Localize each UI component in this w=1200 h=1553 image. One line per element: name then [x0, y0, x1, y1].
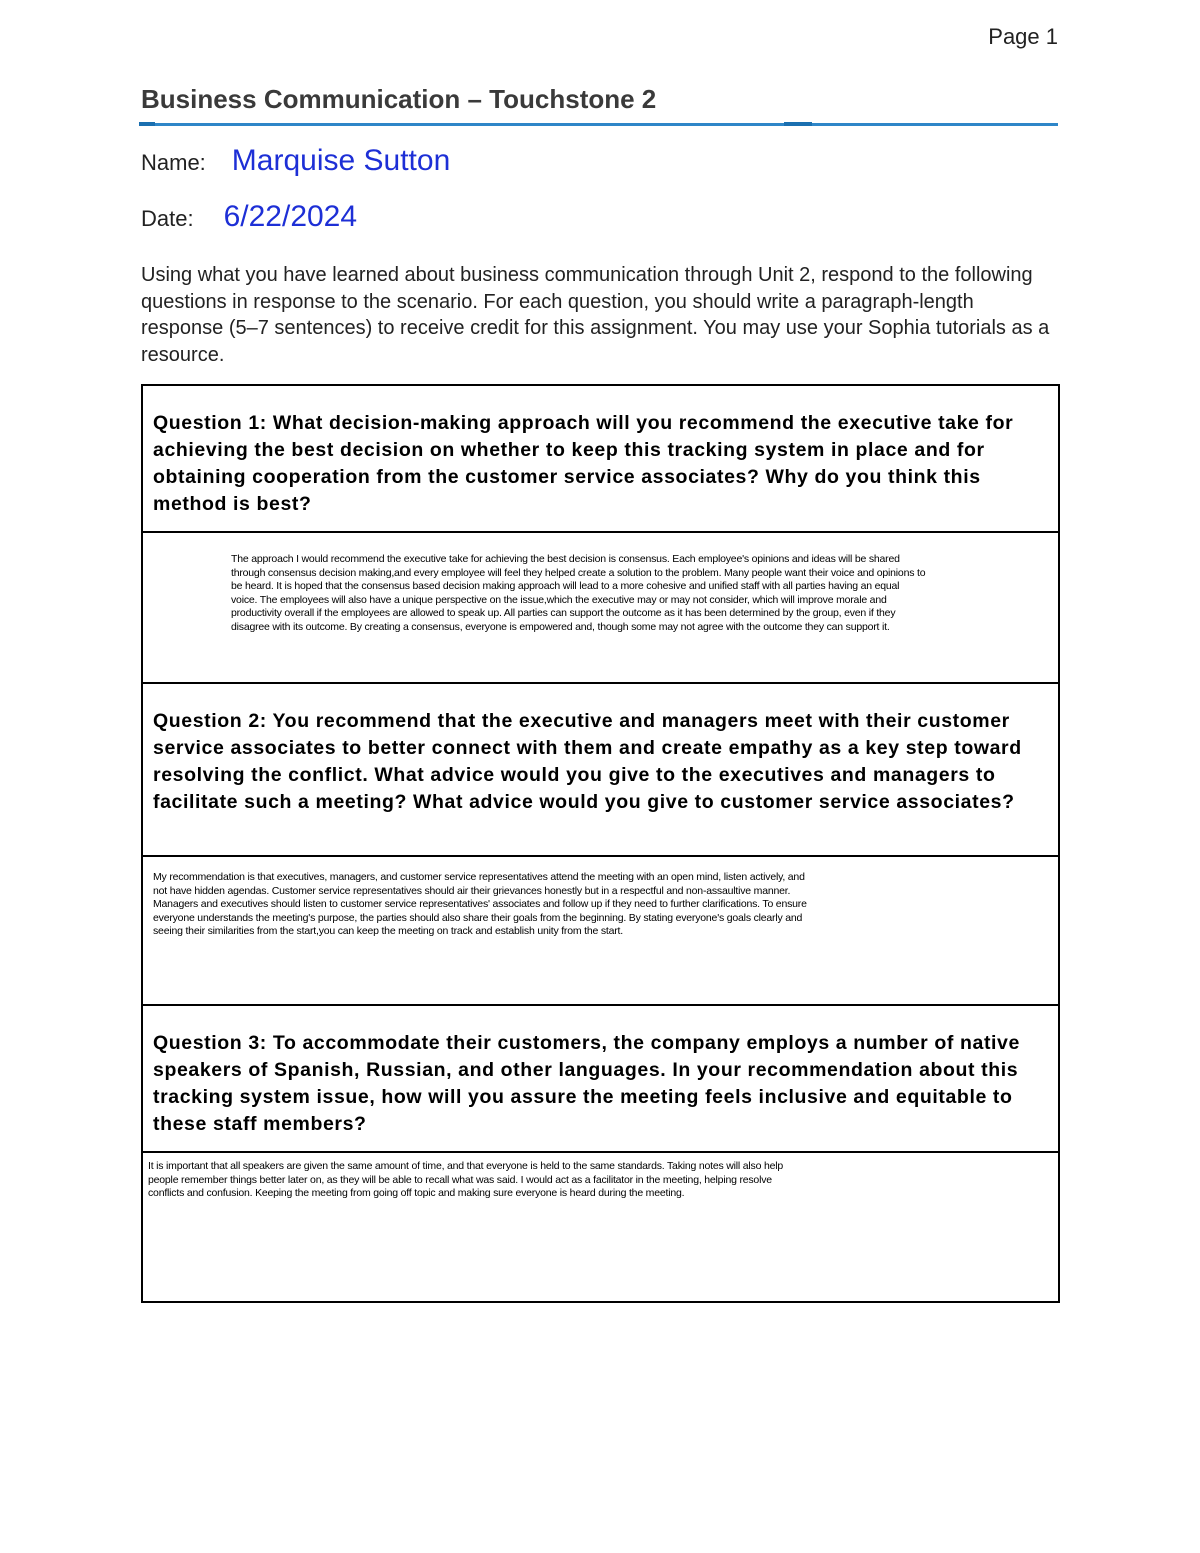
answer-text-1: The approach I would recommend the executive take for achieving the best decision is consensus. Each employee's opinions and ideas will be shared through consensus decision making,and every employee will feel they helped create a solution to the problem. Many people want their voice and opinions to be heard. It is hoped that the consensus based decision making approach will lead to a more cohesive and unified staff with all parties having an equal voice. The employees will also have a unique perspective on the issue,which the executive may or may not consider, which will improve morale and productivity overall if the employees are allowed to speak up. All parties can support the outcome as it has been determined by the group, even if they disagree with its outcome. By creating a consensus, everyone is empowered and, though some may not agree with the outcome they can support it. [231, 553, 926, 633]
name-value: Marquise Sutton [231, 144, 451, 177]
answer-cell-3 [143, 1153, 1058, 1301]
title-underline [139, 123, 1058, 126]
page-number: Page 1 [988, 24, 1058, 49]
title-underline-accent [784, 122, 812, 126]
answer-text-3: It is important that all speakers are given the same amount of time, and that everyone is held to the same standards. Taking notes will also help people remember things better later on, as they will be able to recall what was said. I would act as a facilitator in the meeting, helping resolve conflicts and confusion. Keeping the meeting from going off topic and making sure everyone is heard during the meeting. [148, 1160, 784, 1199]
name-field-row [141, 144, 450, 178]
question-text-3: Question 3: To accommodate their customers, the company employs a number of native speakers of Spanish, Russian, and other languages. In your recommendation about this tracking system issue, how will you assure the meeting feels inclusive and equitable to these staff members? [153, 1032, 1020, 1135]
answer-cell-2 [143, 857, 1058, 1006]
instructions-paragraph: Using what you have learned about business communication through Unit 2, respond to the following questions in response to the scenario. For each question, you should write a paragraph-length response (5–7 sentences) to receive credit for this assignment. You may use your Sophia tutorials as a resource. [141, 264, 1050, 366]
question-text-2: Question 2: You recommend that the executive and managers meet with their customer service associates to better connect with them and create empathy as a key step toward resolving the conflict. What advice would you give to the executives and managers to facilitate such a meeting? What advice would you give to customer service associates? [153, 710, 1022, 813]
answer-cell-1 [143, 533, 1058, 684]
question-cell-1 [143, 386, 1058, 533]
answer-text-2: My recommendation is that executives, managers, and customer service representatives attend the meeting with an open mind, listen actively, and not have hidden agendas. Customer service representatives should air their grievances honestly but in a respectful and non-assaultive manner. Managers and executives should listen to customer service representatives' associates and follow up if they need to further clarifications. To ensure everyone understands the meeting's purpose, the parties should also share their goals from the beginning. By stating everyone's goals clearly and seeing their similarities from the start,you can keep the meeting on track and establish unity from the start. [153, 871, 807, 937]
document-title: Business Communication – Touchstone 2 [141, 84, 657, 114]
date-value: 6/22/2024 [223, 200, 358, 233]
question-cell-3 [143, 1006, 1058, 1153]
name-label: Name: [141, 150, 206, 175]
question-cell-2 [143, 684, 1058, 857]
title-underline-accent [139, 122, 155, 126]
date-label: Date: [141, 206, 194, 231]
question-text-1: Question 1: What decision-making approach will you recommend the executive take for achieving the best decision on whether to keep this tracking system in place and for obtaining cooperation from the customer service associates? Why do you think this method is best? [153, 412, 1014, 515]
date-field-row [141, 200, 357, 234]
question-answer-table [141, 384, 1060, 1303]
